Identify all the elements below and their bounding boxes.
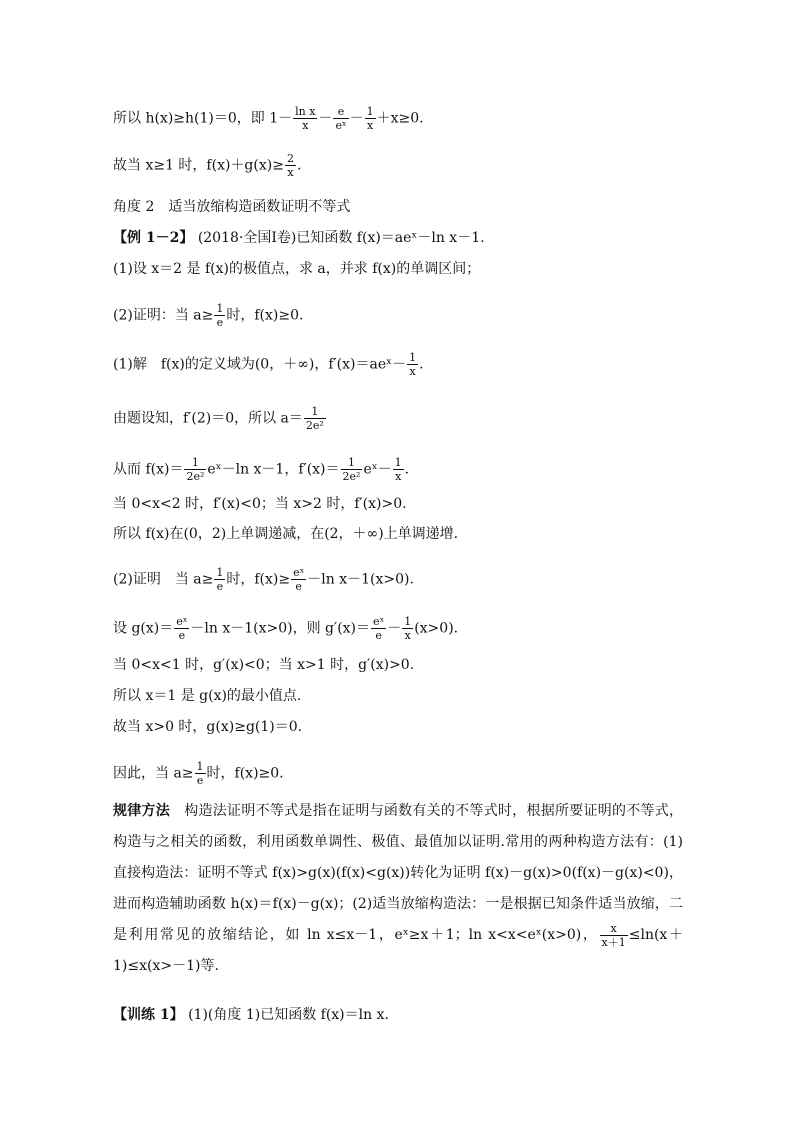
exercise-tag: 【训练 1】: [113, 1007, 184, 1023]
text-span: (1)解 f(x)的定义域为(0，＋∞)，f′(x)＝aeˣ－: [113, 356, 407, 373]
text-line: [113, 456, 409, 483]
text-line: [113, 615, 458, 642]
text-line: [113, 687, 301, 705]
text-span: 角度 2 适当放缩构造函数证明不等式: [113, 199, 351, 215]
text-line: [113, 718, 302, 736]
numerator: 1: [409, 351, 417, 364]
text-span: .: [419, 356, 424, 373]
text-span: 故当 x>0 时，g(x)≥g(1)＝0.: [113, 719, 303, 735]
denominator: x: [404, 629, 411, 642]
text-line: [113, 260, 480, 278]
text-span: .: [404, 461, 410, 478]
denominator: x: [409, 365, 416, 378]
text-span: 从而 f(x)＝: [113, 461, 184, 478]
numerator: eˣ: [176, 615, 188, 628]
numerator: 1: [184, 456, 206, 470]
text-span: 时，f(x)≥0.: [206, 765, 284, 782]
denominator: 2e²: [305, 419, 324, 432]
denominator: 2e²: [186, 470, 205, 483]
text-line: [113, 105, 424, 132]
text-span: 所以 f(x)在(0，2)上单调递减，在(2，＋∞)上单调递增.: [113, 526, 459, 542]
fraction: [600, 922, 628, 949]
numerator: 1: [216, 302, 224, 315]
denominator: e: [216, 316, 224, 329]
method-title: 规律方法: [113, 803, 171, 819]
numerator: 1: [196, 760, 204, 773]
numerator: 1: [341, 456, 363, 470]
fraction: [285, 152, 296, 179]
method-text: 构造法证明不等式是指在证明与函数有关的不等式时，根据所要证明的不等式，构造与之相关的函数，利用函数单调性、极值、最值加以证明.常用的两种构造方法有：(1)直接构造法：证明不等式 f(x)>g(x)(f(x)<g(x))转化为证明 f(x)－g(x)>0(f(x)－g(x)<0)，进而构造辅助函数 h(x)＝f(x)－g(x)；(2)适当放缩构造法：一是根据已知条件适当放缩，二是利用常见的放缩结论，如 ln x≤x－1，eˣ≥x＋1；ln x<x<eˣ(x>0)，: [113, 803, 684, 943]
denominator: e: [216, 580, 224, 593]
text-span: 时，f(x)≥: [226, 571, 291, 588]
denominator: x: [287, 166, 294, 179]
text-span: ＋x≥0.: [376, 110, 424, 127]
fraction: [393, 456, 404, 483]
text-span: (1)设 x＝2 是 f(x)的极值点，求 a，并求 f(x)的单调区间；: [113, 261, 481, 277]
denominator: 2e²: [342, 470, 361, 483]
fraction: [293, 105, 317, 132]
denominator: x: [395, 470, 402, 483]
numerator: ln x: [295, 105, 316, 118]
text-span: －ln x－1(x>0)，则 g′(x)＝: [190, 620, 371, 637]
text-line: [113, 351, 424, 378]
text-span: 时，f(x)≥0.: [226, 307, 304, 324]
text-line: [113, 656, 414, 674]
numerator: 1: [216, 566, 224, 579]
text-line: [113, 405, 327, 432]
fraction: [333, 105, 348, 132]
text-span: 所以 x＝1 是 g(x)的最小值点.: [113, 688, 302, 704]
text-span: 当 0<x<1 时，g′(x)<0；当 x>1 时，g′(x)>0.: [113, 657, 415, 673]
text-line: [113, 760, 284, 787]
text-line: [113, 525, 458, 543]
numerator: 1: [366, 105, 374, 118]
fraction: [402, 615, 413, 642]
denominator: e: [178, 629, 186, 642]
method-text: ≤ln(x＋1)≤x(x>－1)等.: [113, 927, 683, 974]
text-line: [113, 495, 407, 513]
denominator: x＋1: [601, 935, 626, 949]
section-heading: [113, 198, 350, 216]
text-span: (2)证明 当 a≥: [113, 571, 214, 588]
fraction: [304, 405, 326, 432]
numerator: x: [600, 922, 628, 936]
text-span: 设 g(x)＝: [113, 620, 174, 637]
numerator: 2: [286, 152, 294, 165]
numerator: 1: [304, 405, 326, 419]
fraction: [214, 302, 225, 329]
fraction: [214, 566, 225, 593]
text-span: 因此，当 a≥: [113, 765, 194, 782]
fraction: [365, 105, 376, 132]
numerator: 1: [394, 456, 402, 469]
text-line: [113, 302, 303, 329]
fraction: [291, 566, 306, 593]
exercise-line: [113, 1006, 389, 1024]
text-span: －: [349, 110, 364, 127]
numerator: e: [333, 105, 348, 119]
text-span: eˣ－: [363, 461, 392, 478]
method-paragraph: [113, 796, 683, 982]
denominator: e: [295, 580, 302, 593]
denominator: e: [196, 774, 204, 787]
fraction: [195, 760, 206, 787]
text-span: 由题设知，f′(2)＝0，所以 a＝: [113, 410, 303, 427]
numerator: eˣ: [293, 566, 305, 579]
text-span: (2018·全国Ⅰ卷)已知函数 f(x)＝aeˣ－ln x－1.: [197, 230, 485, 246]
text-span: 当 0<x<2 时，f′(x)<0；当 x>2 时，f′(x)>0.: [113, 496, 407, 512]
fraction: [174, 615, 189, 642]
fraction: [341, 456, 363, 483]
denominator: e: [375, 629, 382, 642]
fraction: [371, 615, 386, 642]
text-span: (x>0).: [414, 620, 459, 637]
text-line: [113, 566, 414, 593]
denominator: eˣ: [335, 119, 347, 132]
numerator: 1: [404, 615, 412, 628]
text-span: 故当 x≥1 时，f(x)＋g(x)≥: [113, 157, 284, 174]
text-line: [113, 152, 301, 179]
text-span: －: [318, 110, 333, 127]
text-span: .: [296, 157, 302, 174]
text-span: (2)证明：当 a≥: [113, 307, 214, 324]
text-span: eˣ－ln x－1，f′(x)＝: [207, 461, 340, 478]
text-span: －ln x－1(x>0).: [307, 571, 414, 588]
text-span: (1)(角度 1)已知函数 f(x)＝ln x.: [188, 1007, 389, 1023]
numerator: eˣ: [373, 615, 385, 628]
example-line: [113, 229, 485, 247]
text-span: －: [387, 620, 402, 637]
denominator: x: [367, 119, 374, 132]
fraction: [184, 456, 206, 483]
denominator: x: [302, 119, 309, 132]
example-tag: 【例 1－2】: [113, 230, 194, 246]
fraction: [407, 351, 418, 378]
text-span: 所以 h(x)≥h(1)＝0，即 1－: [113, 110, 293, 127]
